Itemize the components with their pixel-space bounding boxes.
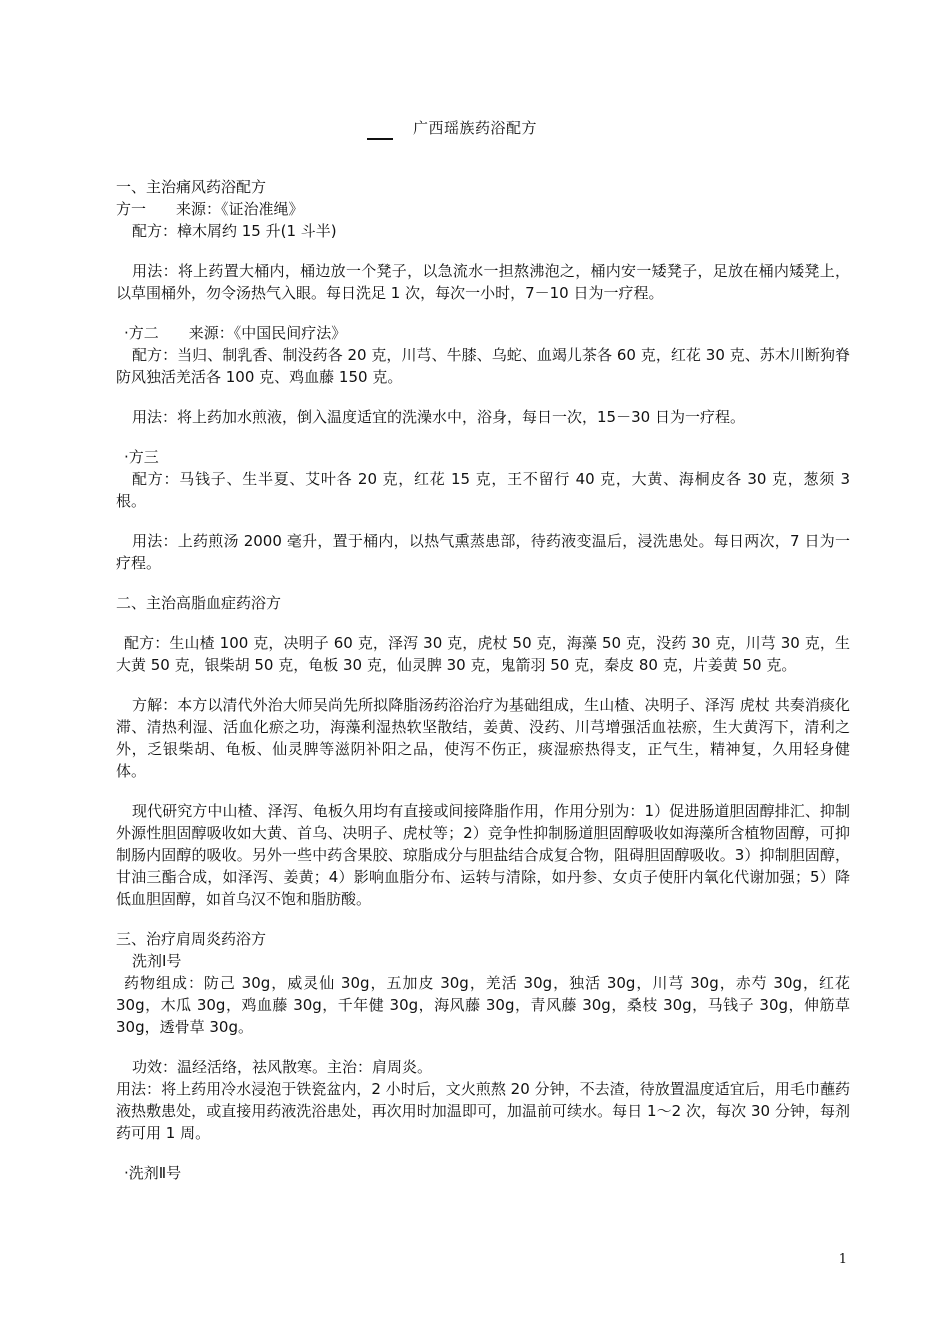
research-paragraph: 现代研究方中山楂、泽泻、龟板久用均有直接或间接降脂作用，作用分别为：1）促进肠道胆固醇排汇、抑制外源性胆固醇吸收如大黄、首乌、决明子、虎杖等；2）竞争性抑制肠道胆固醇吸收如海藻所含植物固醇，可抑制肠内固醇的吸收。另外一些中药含果胶、琼脂成分与胆盐结合成复合物，阻碍胆固醇吸收。3）抑制胆固醇，甘油三酯合成，如泽泻、姜黄；4）影响血脂分布、运转与清除，如丹参、女贞子使肝内氧化代谢加强；5）降低血胆固醇，如首乌汉不饱和脂肪酸。 [116,802,850,908]
formula-usage: 用法：上药煎汤 2000 毫升，置于桶内，以热气熏蒸患部，待药液变温后，浸洗患处。每日两次，7 日为一疗程。 [116,532,850,572]
document-title: 广西瑶族药浴配方 [412,119,537,137]
formula-composition: 药物组成：防己 30g，威灵仙 30g，五加皮 30g，羌活 30g，独活 30g，川芎 30g，赤芍 30g，红花 30g，木瓜 30g，鸡血藤 30g，千年健 30g，海风藤 30g，青风藤 30g，桑枝 30g，马钱子 30g，伸筋草 30g，透骨草 30g。 [116,974,850,1036]
formula-usage: 用法：将上药加水煎液，倒入温度适宜的洗澡水中，浴身，每日一次，15－30 日为一疗程。 [132,408,745,426]
formula-usage: 用法：将上药置大桶内，桶边放一个凳子，以急流水一担熬沸泡之，桶内安一矮凳子，足放在桶内矮凳上，以草围桶外，勿令汤热气入眼。每日洗足 1 次，每次一小时，7－10 日为一疗程。 [116,262,850,302]
section-heading: 二、主治高脂血症药浴方 [116,594,282,612]
formula-effect: 功效：温经活络，祛风散寒。主治：肩周炎。 [132,1058,433,1076]
formula-recipe: 配方：生山楂 100 克，决明子 60 克，泽泻 30 克，虎杖 50 克，海藻 50 克，没药 30 克，川芎 30 克，生大黄 50 克，银柴胡 50 克，龟板 30 克，仙灵脾 30 克，鬼箭羽 50 克，秦皮 80 克，片姜黄 50 克。 [116,634,850,674]
formula-usage: 用法：将上药用冷水浸泡于铁瓷盆内，2 小时后，文火煎熬 20 分钟，不去渣，待放置温度适宜后，用毛巾蘸药液热敷患处，或直接用药液洗浴患处，再次用时加温即可，加温前可续水。每日 1～2 次，每次 30 分钟，每剂药可用 1 周。 [116,1080,850,1142]
formula-analysis: 方解：本方以清代外治大师吴尚先所拟降脂汤药浴治疗为基础组成，生山楂、决明子、泽泻 虎杖 共奏消痰化滞、清热利湿、活血化瘀之功，海藻利湿热软坚散结，姜黄、没药、川芎增强活血祛瘀，生大黄泻下，清利之外，乏银柴胡、龟板、仙灵脾等滋阴补阳之品，使泻不伤正，痰湿瘀热得支，正气生，精神复，久用轻身健体。 [116,696,850,780]
title-mark [367,138,393,140]
formula-recipe: 配方：马钱子、生半夏、艾叶各 20 克，红花 15 克，王不留行 40 克，大黄、海桐皮各 30 克，葱须 3 根。 [116,470,850,510]
formula-header: ·方三 [124,448,159,466]
subsection-heading: ·洗剂Ⅱ号 [124,1164,182,1182]
section-heading: 一、主治痛风药浴配方 [116,178,267,196]
section-heading: 三、治疗肩周炎药浴方 [116,930,267,948]
subsection-heading: 洗剂Ⅰ号 [132,952,182,970]
formula-header: 方一 来源：《证治准绳》 [116,200,304,218]
formula-recipe: 配方：当归、制乳香、制没药各 20 克，川芎、牛膝、乌蛇、血竭儿茶各 60 克，红花 30 克、苏木川断狗脊防风独活羌活各 100 克、鸡血藤 150 克。 [116,346,850,386]
formula-recipe: 配方：樟木屑约 15 升(1 斗半) [132,222,337,240]
formula-header: ·方二 来源：《中国民间疗法》 [124,324,347,342]
page-number: 1 [838,1252,847,1267]
document-body [116,176,850,1184]
